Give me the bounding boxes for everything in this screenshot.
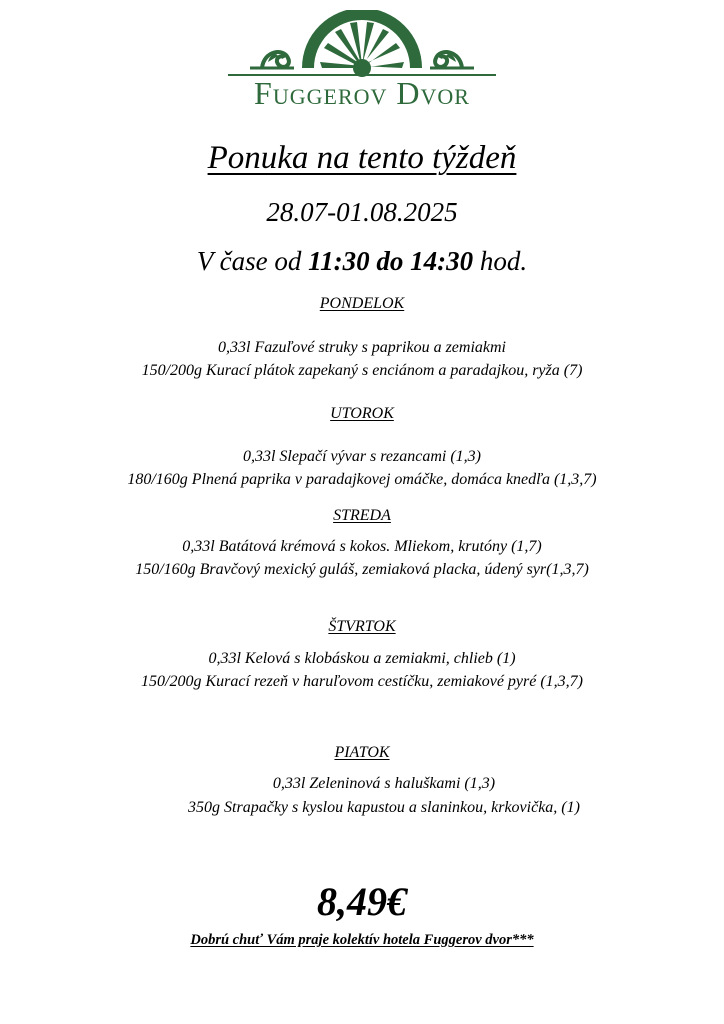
time-from: 11:30 xyxy=(308,246,370,276)
page-title: Ponuka na tento týždeň xyxy=(207,140,517,176)
menu-soup-monday: 0,33l Fazuľové struky s paprikou a zemiakmi xyxy=(218,339,506,356)
day-heading-monday: PONDELOK xyxy=(319,295,405,312)
menu-main-wednesday: 150/160g Bravčový mexický guláš, zemiaková placka, údený syr(1,3,7) xyxy=(135,561,589,578)
brand-name: Fuggerov Dvor xyxy=(254,75,470,111)
menu-main-friday: 350g Strapačky s kyslou kapustou a slaninkou, krkovička, (1) xyxy=(188,799,580,816)
menu-main-thursday: 150/200g Kurací rezeň v haruľovom cestíčku, zemiakové pyré (1,3,7) xyxy=(141,673,583,690)
time-suffix: hod. xyxy=(479,246,528,276)
wheel-emblem-icon xyxy=(222,10,502,80)
footer-greeting: Dobrú chuť Vám praje kolektív hotela Fuggerov dvor*** xyxy=(190,932,534,948)
day-heading-wednesday: STREDA xyxy=(333,507,391,524)
menu-soup-wednesday: 0,33l Batátová krémová s kokos. Mliekom, krutóny (1,7) xyxy=(182,538,542,555)
menu-price: 8,49€ xyxy=(317,879,407,924)
menu-soup-thursday: 0,33l Kelová s klobáskou a zemiakmi, chlieb (1) xyxy=(208,650,516,667)
day-heading-tuesday: UTOROK xyxy=(330,405,394,422)
time-to: 14:30 xyxy=(410,246,474,276)
date-range: 28.07-01.08.2025 xyxy=(266,197,458,227)
day-heading-thursday: ŠTVRTOK xyxy=(328,618,396,635)
time-prefix: V čase od xyxy=(196,246,302,276)
menu-main-tuesday: 180/160g Plnená paprika v paradajkovej omáčke, domáca knedľa (1,3,7) xyxy=(127,471,597,488)
menu-soup-tuesday: 0,33l Slepačí vývar s rezancami (1,3) xyxy=(242,448,481,465)
day-heading-friday: PIATOK xyxy=(334,744,390,761)
menu-soup-friday: 0,33l Zeleninová s haluškami (1,3) xyxy=(272,775,496,792)
time-mid: do xyxy=(376,246,404,276)
serving-time xyxy=(0,243,724,279)
menu-main-monday: 150/200g Kurací plátok zapekaný s enciánom a paradajkou, ryža (7) xyxy=(141,362,583,379)
